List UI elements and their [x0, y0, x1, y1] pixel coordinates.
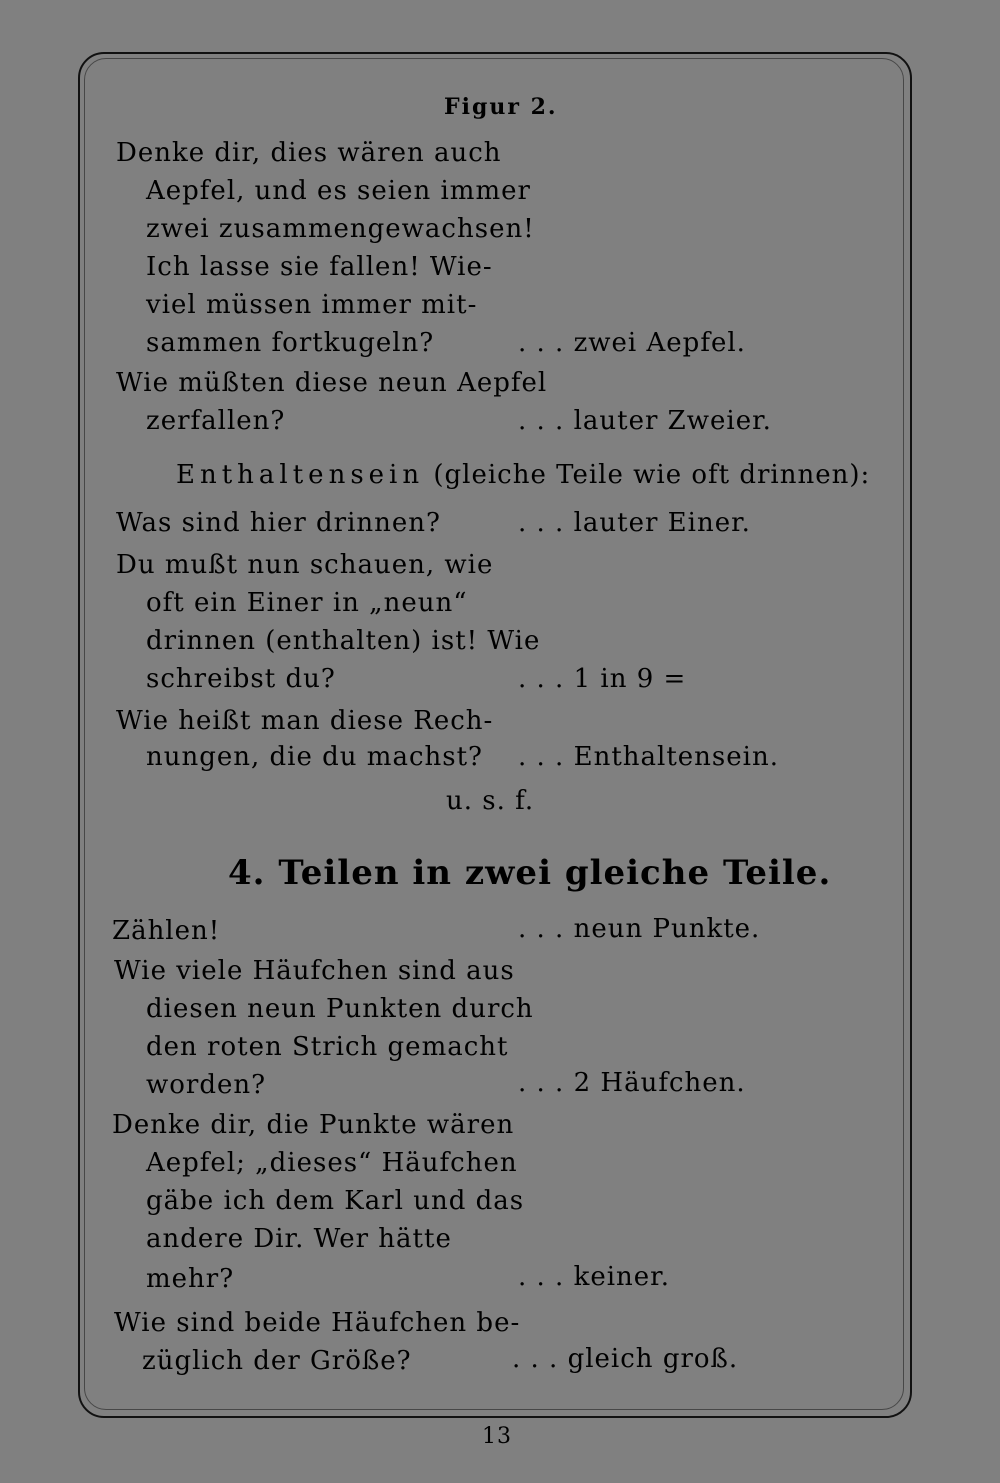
- answer: . . . lauter Einer.: [518, 508, 751, 538]
- text-line: viel müssen immer mit-: [146, 290, 478, 320]
- answer: . . . keiner.: [518, 1262, 671, 1292]
- text-line: Aepfel; „dieses“ Häufchen: [146, 1148, 518, 1178]
- text-line: drinnen (enthalten) ist! Wie: [146, 626, 541, 656]
- text-line: züglich der Größe?: [142, 1346, 412, 1376]
- subheading-rest: (gleiche Teile wie oft drinnen):: [433, 460, 871, 490]
- text-line: Was sind hier drinnen?: [116, 508, 441, 538]
- text-line: Denke dir, die Punkte wären: [112, 1110, 515, 1140]
- figure-title: Figur 2.: [444, 94, 558, 120]
- text-line: schreibst du?: [146, 664, 336, 694]
- answer: . . . zwei Aepfel.: [518, 328, 746, 358]
- text-line: Wie müßten diese neun Aepfel: [116, 368, 548, 398]
- text-line: sammen fortkugeln?: [146, 328, 435, 358]
- text-line: Du mußt nun schauen, wie: [116, 550, 494, 580]
- answer: . . . Enthaltensein.: [518, 742, 779, 772]
- subheading-term: Enthaltensein: [176, 460, 425, 490]
- page-number: 13: [482, 1424, 512, 1449]
- section-heading: 4. Teilen in zwei gleiche Teile.: [228, 853, 832, 893]
- text-line: nungen, die du machst?: [146, 742, 483, 772]
- answer: . . . neun Punkte.: [518, 914, 761, 944]
- text-line: den roten Strich gemacht: [146, 1032, 509, 1062]
- text-line: Wie viele Häufchen sind aus: [114, 956, 515, 986]
- answer: . . . lauter Zweier.: [518, 406, 772, 436]
- text-line: oft ein Einer in „neun“: [146, 588, 468, 618]
- text-line: Wie sind beide Häufchen be-: [114, 1308, 521, 1338]
- answer: . . . gleich groß.: [512, 1344, 739, 1374]
- subheading: [176, 462, 870, 488]
- usf-text: u. s. f.: [446, 786, 535, 816]
- text-line: Aepfel, und es seien immer: [146, 176, 531, 206]
- text-line: Wie heißt man diese Rech-: [116, 706, 494, 736]
- text-line: mehr?: [146, 1264, 235, 1294]
- text-line: zwei zusammengewachsen!: [146, 214, 535, 244]
- text-line: diesen neun Punkten durch: [146, 994, 534, 1024]
- text-line: Ich lasse sie fallen! Wie-: [146, 252, 493, 282]
- text-line: Denke dir, dies wären auch: [116, 138, 502, 168]
- text-line: Zählen!: [112, 916, 221, 946]
- answer: . . . 1 in 9 =: [518, 664, 687, 694]
- answer: . . . 2 Häufchen.: [518, 1068, 746, 1098]
- text-line: worden?: [146, 1070, 267, 1100]
- text-line: andere Dir. Wer hätte: [146, 1224, 452, 1254]
- text-line: gäbe ich dem Karl und das: [146, 1186, 525, 1216]
- text-line: zerfallen?: [146, 406, 286, 436]
